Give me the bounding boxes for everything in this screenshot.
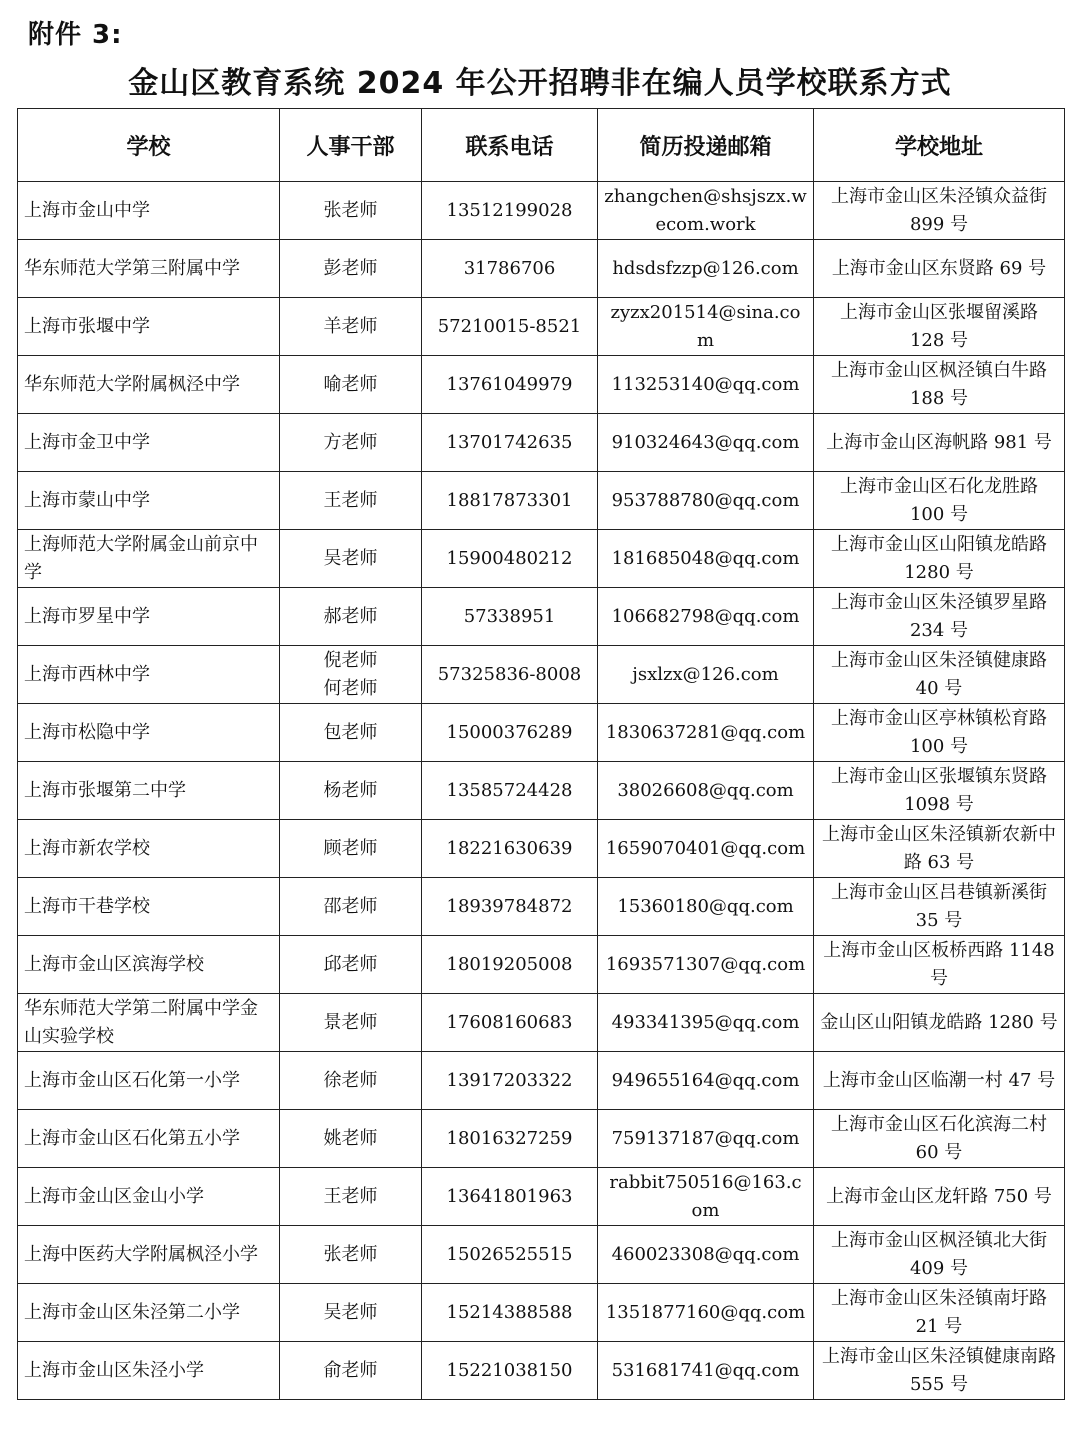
hr-contact-name: 彭老师 — [323, 257, 378, 279]
school-cell: 华东师范大学第二附属中学金山实验学校 — [18, 994, 280, 1052]
address-cell: 上海市金山区张堰镇东贤路 1098 号 — [814, 762, 1065, 820]
hr-contact-name: 倪老师 — [323, 649, 378, 671]
school-cell: 上海市蒙山中学 — [18, 472, 280, 530]
email-cell: 953788780@qq.com — [598, 472, 814, 530]
school-cell: 上海市松隐中学 — [18, 704, 280, 762]
address-cell: 上海市金山区海帆路 981 号 — [814, 414, 1065, 472]
school-cell: 上海市金山区金山小学 — [18, 1168, 280, 1226]
table-row — [18, 472, 1065, 530]
hr-contact-name: 王老师 — [323, 489, 378, 511]
table-row — [18, 1284, 1065, 1342]
address-cell: 上海市金山区亭林镇松育路 100 号 — [814, 704, 1065, 762]
phone-cell: 15000376289 — [422, 704, 598, 762]
address-cell: 上海市金山区板桥西路 1148 号 — [814, 936, 1065, 994]
table-body — [18, 182, 1065, 1400]
hr-contact-name: 吴老师 — [323, 1301, 378, 1323]
email-cell: 181685048@qq.com — [598, 530, 814, 588]
phone-cell: 13701742635 — [422, 414, 598, 472]
address-cell: 上海市金山区枫泾镇白牛路 188 号 — [814, 356, 1065, 414]
address-cell: 上海市金山区枫泾镇北大街 409 号 — [814, 1226, 1065, 1284]
hr-contact-name: 王老师 — [323, 1185, 378, 1207]
school-cell: 上海市罗星中学 — [18, 588, 280, 646]
hr-contact-name: 张老师 — [323, 199, 378, 221]
address-cell: 上海市金山区东贤路 69 号 — [814, 240, 1065, 298]
hr-contact-cell — [280, 588, 422, 646]
attachment-label: 附件 3: — [28, 20, 123, 50]
phone-cell: 18019205008 — [422, 936, 598, 994]
school-cell: 上海中医药大学附属枫泾小学 — [18, 1226, 280, 1284]
table-row — [18, 414, 1065, 472]
email-cell: 106682798@qq.com — [598, 588, 814, 646]
hr-contact-cell — [280, 298, 422, 356]
hr-contact-cell — [280, 182, 422, 240]
table-row — [18, 588, 1065, 646]
email-cell: 38026608@qq.com — [598, 762, 814, 820]
header-address: 学校地址 — [814, 109, 1065, 182]
hr-contact-name: 姚老师 — [323, 1127, 378, 1149]
address-cell: 上海市金山区朱泾镇健康南路 555 号 — [814, 1342, 1065, 1400]
table-row — [18, 646, 1065, 704]
hr-contact-cell — [280, 1168, 422, 1226]
table-row — [18, 994, 1065, 1052]
header-phone: 联系电话 — [422, 109, 598, 182]
hr-contact-name: 包老师 — [323, 721, 378, 743]
phone-cell: 31786706 — [422, 240, 598, 298]
address-cell: 金山区山阳镇龙皓路 1280 号 — [814, 994, 1065, 1052]
email-cell: 949655164@qq.com — [598, 1052, 814, 1110]
hr-contact-cell — [280, 704, 422, 762]
hr-contact-name: 郝老师 — [323, 605, 378, 627]
table-header-row — [18, 109, 1065, 182]
hr-contact-name: 方老师 — [323, 431, 378, 453]
school-cell: 上海市新农学校 — [18, 820, 280, 878]
email-cell: 460023308@qq.com — [598, 1226, 814, 1284]
email-cell: 910324643@qq.com — [598, 414, 814, 472]
hr-contact-cell — [280, 1052, 422, 1110]
school-cell: 上海市金山区朱泾第二小学 — [18, 1284, 280, 1342]
email-cell: hdsdsfzzp@126.com — [598, 240, 814, 298]
table-row — [18, 820, 1065, 878]
table-row — [18, 298, 1065, 356]
header-hr: 人事干部 — [280, 109, 422, 182]
phone-cell: 57325836-8008 — [422, 646, 598, 704]
table-row — [18, 936, 1065, 994]
email-cell: 1351877160@qq.com — [598, 1284, 814, 1342]
phone-cell: 15900480212 — [422, 530, 598, 588]
hr-contact-name: 邵老师 — [323, 895, 378, 917]
email-cell: 759137187@qq.com — [598, 1110, 814, 1168]
school-cell: 上海市金山区朱泾小学 — [18, 1342, 280, 1400]
phone-cell: 15221038150 — [422, 1342, 598, 1400]
phone-cell: 18817873301 — [422, 472, 598, 530]
hr-contact-name: 杨老师 — [323, 779, 378, 801]
hr-contact-cell — [280, 878, 422, 936]
header-school: 学校 — [18, 109, 280, 182]
address-cell: 上海市金山区朱泾镇罗星路 234 号 — [814, 588, 1065, 646]
hr-contact-cell — [280, 1110, 422, 1168]
email-cell: 1659070401@qq.com — [598, 820, 814, 878]
phone-cell: 15214388588 — [422, 1284, 598, 1342]
address-cell: 上海市金山区临潮一村 47 号 — [814, 1052, 1065, 1110]
email-cell: 113253140@qq.com — [598, 356, 814, 414]
table-row — [18, 1342, 1065, 1400]
hr-contact-name: 景老师 — [323, 1011, 378, 1033]
address-cell: 上海市金山区石化滨海二村 60 号 — [814, 1110, 1065, 1168]
school-cell: 上海市金山区石化第一小学 — [18, 1052, 280, 1110]
hr-contact-name: 顾老师 — [323, 837, 378, 859]
email-cell: 15360180@qq.com — [598, 878, 814, 936]
table-row — [18, 1110, 1065, 1168]
school-cell: 上海市金山区滨海学校 — [18, 936, 280, 994]
phone-cell: 57210015-8521 — [422, 298, 598, 356]
table-row — [18, 762, 1065, 820]
school-cell: 华东师范大学第三附属中学 — [18, 240, 280, 298]
phone-cell: 13585724428 — [422, 762, 598, 820]
email-cell: 1830637281@qq.com — [598, 704, 814, 762]
hr-contact-cell — [280, 414, 422, 472]
hr-contact-name: 徐老师 — [323, 1069, 378, 1091]
address-cell: 上海市金山区龙轩路 750 号 — [814, 1168, 1065, 1226]
table-row — [18, 240, 1065, 298]
address-cell: 上海市金山区石化龙胜路 100 号 — [814, 472, 1065, 530]
hr-contact-cell — [280, 530, 422, 588]
hr-contact-cell — [280, 1284, 422, 1342]
email-cell: 493341395@qq.com — [598, 994, 814, 1052]
hr-contact-name: 羊老师 — [323, 315, 378, 337]
hr-contact-cell — [280, 1226, 422, 1284]
school-cell: 上海市张堰第二中学 — [18, 762, 280, 820]
table-row — [18, 356, 1065, 414]
school-cell: 上海市金山中学 — [18, 182, 280, 240]
table-row — [18, 182, 1065, 240]
hr-contact-name: 何老师 — [323, 677, 378, 699]
table-row — [18, 530, 1065, 588]
address-cell: 上海市金山区朱泾镇健康路 40 号 — [814, 646, 1065, 704]
hr-contact-cell — [280, 646, 422, 704]
address-cell: 上海市金山区朱泾镇南圩路 21 号 — [814, 1284, 1065, 1342]
address-cell: 上海市金山区吕巷镇新溪街 35 号 — [814, 878, 1065, 936]
school-cell: 上海师范大学附属金山前京中学 — [18, 530, 280, 588]
email-cell: zhangchen@shsjszx.wecom.work — [598, 182, 814, 240]
hr-contact-cell — [280, 1342, 422, 1400]
school-cell: 上海市金卫中学 — [18, 414, 280, 472]
school-cell: 上海市西林中学 — [18, 646, 280, 704]
phone-cell: 18939784872 — [422, 878, 598, 936]
school-cell: 上海市金山区石化第五小学 — [18, 1110, 280, 1168]
school-cell: 上海市张堰中学 — [18, 298, 280, 356]
hr-contact-name: 俞老师 — [323, 1359, 378, 1381]
email-cell: jsxlzx@126.com — [598, 646, 814, 704]
table-row — [18, 878, 1065, 936]
table-row — [18, 1052, 1065, 1110]
address-cell: 上海市金山区朱泾镇众益街 899 号 — [814, 182, 1065, 240]
hr-contact-name: 邱老师 — [323, 953, 378, 975]
hr-contact-name: 吴老师 — [323, 547, 378, 569]
hr-contact-name: 喻老师 — [323, 373, 378, 395]
email-cell: zyzx201514@sina.com — [598, 298, 814, 356]
phone-cell: 17608160683 — [422, 994, 598, 1052]
hr-contact-cell — [280, 936, 422, 994]
table-row — [18, 1226, 1065, 1284]
phone-cell: 15026525515 — [422, 1226, 598, 1284]
phone-cell: 57338951 — [422, 588, 598, 646]
email-cell: 531681741@qq.com — [598, 1342, 814, 1400]
email-cell: rabbit750516@163.com — [598, 1168, 814, 1226]
phone-cell: 13512199028 — [422, 182, 598, 240]
phone-cell: 13641801963 — [422, 1168, 598, 1226]
phone-cell: 18221630639 — [422, 820, 598, 878]
address-cell: 上海市金山区张堰留溪路 128 号 — [814, 298, 1065, 356]
hr-contact-name: 张老师 — [323, 1243, 378, 1265]
school-cell: 华东师范大学附属枫泾中学 — [18, 356, 280, 414]
address-cell: 上海市金山区朱泾镇新农新中路 63 号 — [814, 820, 1065, 878]
hr-contact-cell — [280, 820, 422, 878]
document-title: 金山区教育系统 2024 年公开招聘非在编人员学校联系方式 — [128, 66, 952, 101]
header-email: 简历投递邮箱 — [598, 109, 814, 182]
address-cell: 上海市金山区山阳镇龙皓路 1280 号 — [814, 530, 1065, 588]
phone-cell: 13917203322 — [422, 1052, 598, 1110]
table-row — [18, 704, 1065, 762]
hr-contact-cell — [280, 472, 422, 530]
school-cell: 上海市干巷学校 — [18, 878, 280, 936]
hr-contact-cell — [280, 762, 422, 820]
contact-table — [17, 108, 1065, 1400]
table-row — [18, 1168, 1065, 1226]
phone-cell: 18016327259 — [422, 1110, 598, 1168]
hr-contact-cell — [280, 994, 422, 1052]
phone-cell: 13761049979 — [422, 356, 598, 414]
hr-contact-cell — [280, 356, 422, 414]
hr-contact-cell — [280, 240, 422, 298]
email-cell: 1693571307@qq.com — [598, 936, 814, 994]
